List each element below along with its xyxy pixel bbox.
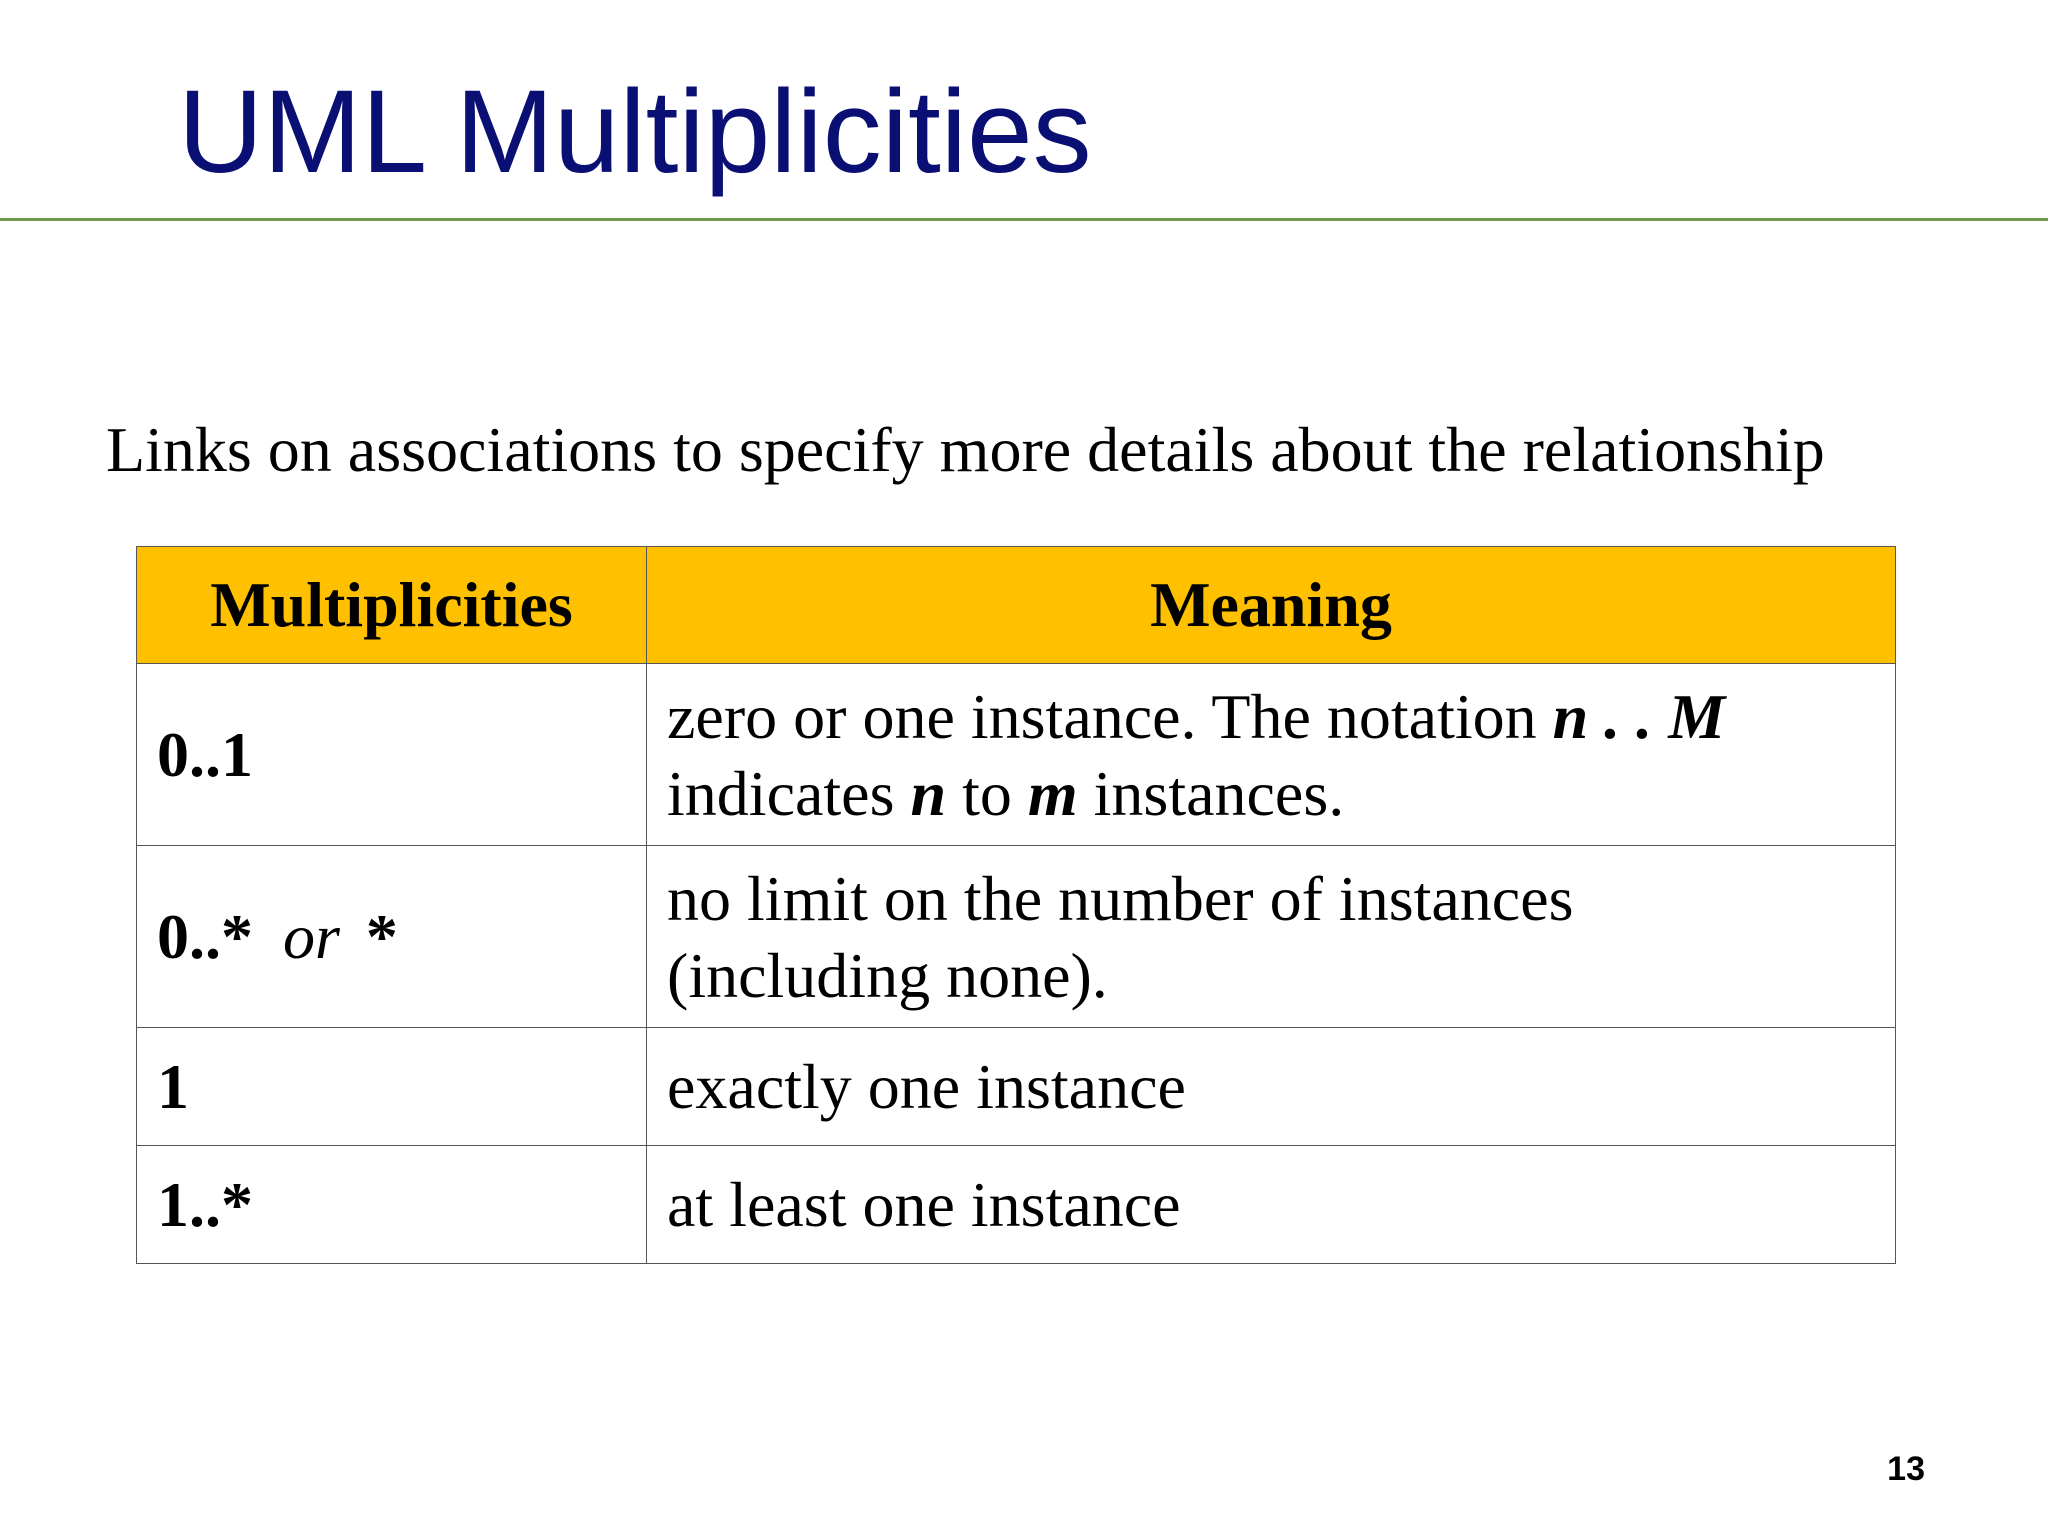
title-divider [0,218,2048,221]
slide-title: UML Multiplicities [178,66,1092,198]
multiplicity-alt-value: * [365,901,398,972]
meaning-text: to [946,757,1028,829]
table-header-row [137,547,1896,664]
header-meaning: Meaning [647,547,1896,664]
notation-m: m [1027,757,1078,829]
table-row [137,1028,1896,1146]
table-row [137,1146,1896,1264]
notation-n: n [910,757,947,829]
meaning-cell: at least one instance [647,1146,1896,1264]
page-number: 13 [1887,1450,1925,1488]
meaning-cell [647,664,1896,846]
meaning-text: indicates [667,757,911,829]
slide-subtitle: Links on associations to specify more details about the relationship [106,414,1825,485]
meaning-line-1: no limit on the number of instances [667,862,1574,934]
or-word: or [283,901,340,972]
multiplicity-value: 0..* [157,901,253,972]
table-row [137,846,1896,1028]
meaning-cell [647,846,1896,1028]
meaning-text: zero or one instance. The notation [667,680,1553,752]
notation-n-to-M: n . . M [1552,680,1726,752]
header-multiplicities: Multiplicities [137,547,647,664]
multiplicity-cell [137,846,647,1028]
meaning-line-2: (including none). [667,939,1108,1011]
multiplicity-cell: 1..* [137,1146,647,1264]
table-row [137,664,1896,846]
meaning-cell: exactly one instance [647,1028,1896,1146]
multiplicities-table [136,546,1896,1264]
multiplicity-cell: 0..1 [137,664,647,846]
multiplicity-cell: 1 [137,1028,647,1146]
meaning-text: instances. [1077,757,1345,829]
